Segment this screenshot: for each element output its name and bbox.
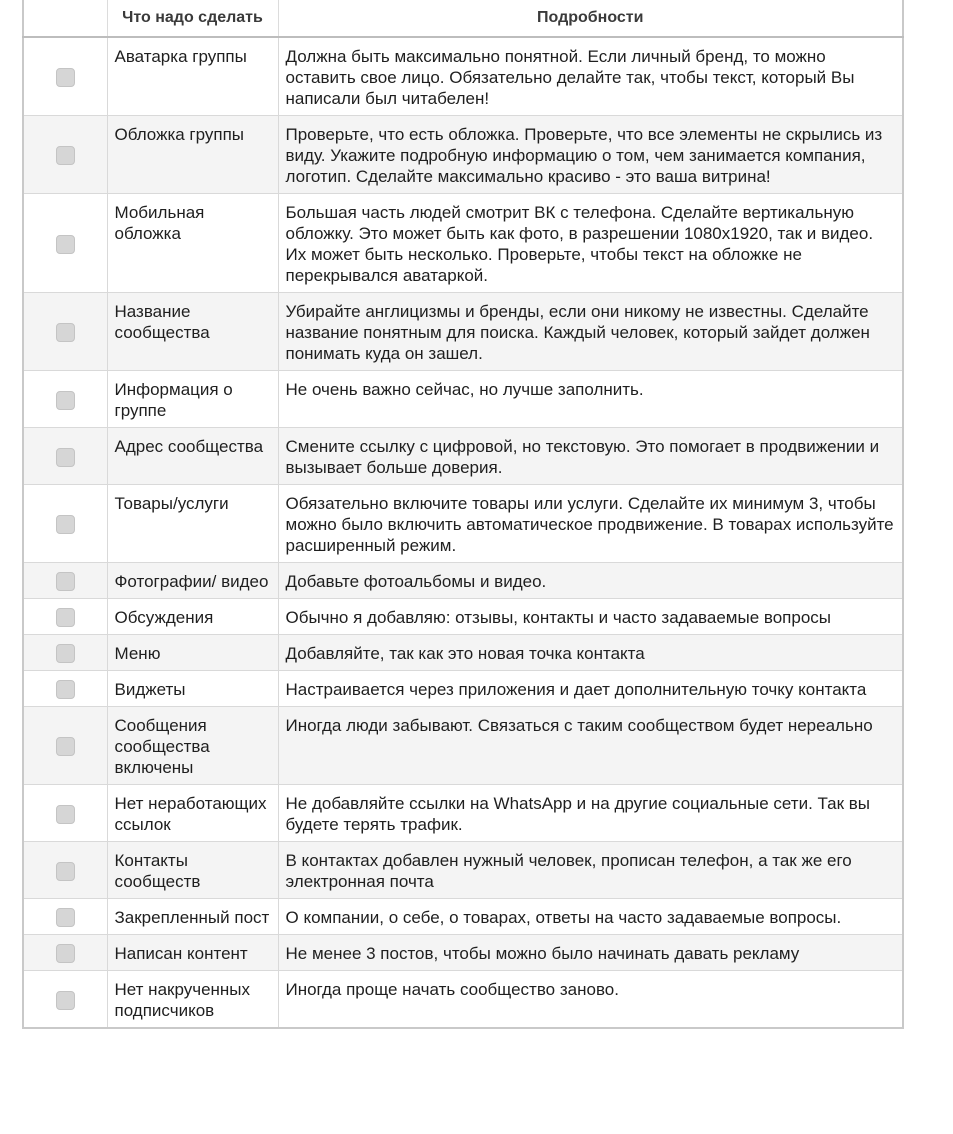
checkbox-cell: [23, 428, 107, 485]
task-cell: Контакты сообществ: [107, 842, 278, 899]
details-cell: Добавляйте, так как это новая точка контакта: [278, 635, 903, 671]
table-row: [23, 635, 903, 671]
checkbox-cell: [23, 935, 107, 971]
task-checkbox[interactable]: [56, 944, 75, 963]
details-cell: Добавьте фотоальбомы и видео.: [278, 563, 903, 599]
task-checkbox[interactable]: [56, 68, 75, 87]
details-cell: Обязательно включите товары или услуги. Сделайте их минимум 3, чтобы можно было включить автоматическое продвижение. В товарах используйте расширенный режим.: [278, 485, 903, 563]
table-row: [23, 971, 903, 1029]
details-cell: Проверьте, что есть обложка. Проверьте, что все элементы не скрылись из виду. Укажите подробную информацию о том, чем занимается компания, логотип. Сделайте максимально красиво - это ваша витрина!: [278, 116, 903, 194]
details-cell: Иногда люди забывают. Связаться с таким сообществом будет нереально: [278, 707, 903, 785]
task-cell: Фотографии/ видео: [107, 563, 278, 599]
table-row: [23, 37, 903, 116]
task-cell: Название сообщества: [107, 293, 278, 371]
details-cell: Обычно я добавляю: отзывы, контакты и часто задаваемые вопросы: [278, 599, 903, 635]
details-cell: Большая часть людей смотрит ВК с телефона. Сделайте вертикальную обложку. Это может быть как фото, в разрешении 1080х1920, так и видео. Их может быть несколько. Проверьте, чтобы текст на обложке не перекрывался аватаркой.: [278, 194, 903, 293]
details-cell: О компании, о себе, о товарах, ответы на часто задаваемые вопросы.: [278, 899, 903, 935]
table-row: [23, 671, 903, 707]
table-row: [23, 842, 903, 899]
table-header: [23, 0, 903, 37]
task-checkbox[interactable]: [56, 391, 75, 410]
task-checkbox[interactable]: [56, 323, 75, 342]
task-checkbox[interactable]: [56, 737, 75, 756]
header-details-column: Подробности: [278, 0, 903, 37]
checkbox-cell: [23, 899, 107, 935]
checklist-table: [22, 0, 904, 1029]
task-checkbox[interactable]: [56, 146, 75, 165]
details-cell: Иногда проще начать сообщество заново.: [278, 971, 903, 1029]
details-cell: Убирайте англицизмы и бренды, если они никому не известны. Сделайте название понятным для поиска. Каждый человек, который зайдет должен понимать куда он зашел.: [278, 293, 903, 371]
table-body: [23, 37, 903, 1028]
checkbox-cell: [23, 635, 107, 671]
task-checkbox[interactable]: [56, 644, 75, 663]
header-row: [23, 0, 903, 37]
task-checkbox[interactable]: [56, 862, 75, 881]
task-checkbox[interactable]: [56, 235, 75, 254]
task-cell: Виджеты: [107, 671, 278, 707]
details-cell: Настраивается через приложения и дает дополнительную точку контакта: [278, 671, 903, 707]
details-cell: Смените ссылку с цифровой, но текстовую. Это помогает в продвижении и вызывает больше доверия.: [278, 428, 903, 485]
task-cell: Написан контент: [107, 935, 278, 971]
task-cell: Нет неработающих ссылок: [107, 785, 278, 842]
task-checkbox[interactable]: [56, 908, 75, 927]
table-row: [23, 371, 903, 428]
task-cell: Товары/услуги: [107, 485, 278, 563]
task-cell: Нет накрученных подписчиков: [107, 971, 278, 1029]
checkbox-cell: [23, 194, 107, 293]
table-row: [23, 563, 903, 599]
checkbox-cell: [23, 599, 107, 635]
checkbox-cell: [23, 293, 107, 371]
checkbox-cell: [23, 971, 107, 1029]
checkbox-cell: [23, 671, 107, 707]
task-cell: Закрепленный пост: [107, 899, 278, 935]
table-row: [23, 899, 903, 935]
details-cell: Не добавляйте ссылки на WhatsApp и на другие социальные сети. Так вы будете терять трафик.: [278, 785, 903, 842]
task-checkbox[interactable]: [56, 805, 75, 824]
table-row: [23, 428, 903, 485]
checkbox-cell: [23, 37, 107, 116]
header-task-column: Что надо сделать: [107, 0, 278, 37]
table-row: [23, 293, 903, 371]
task-checkbox[interactable]: [56, 991, 75, 1010]
checklist-sheet: [22, 0, 902, 1029]
checkbox-cell: [23, 563, 107, 599]
table-row: [23, 599, 903, 635]
details-cell: В контактах добавлен нужный человек, прописан телефон, а так же его электронная почта: [278, 842, 903, 899]
task-checkbox[interactable]: [56, 515, 75, 534]
checkbox-cell: [23, 485, 107, 563]
table-row: [23, 707, 903, 785]
checkbox-cell: [23, 842, 107, 899]
task-cell: Обсуждения: [107, 599, 278, 635]
details-cell: Не очень важно сейчас, но лучше заполнить.: [278, 371, 903, 428]
table-row: [23, 485, 903, 563]
task-cell: Информация о группе: [107, 371, 278, 428]
task-cell: Обложка группы: [107, 116, 278, 194]
task-checkbox[interactable]: [56, 608, 75, 627]
checkbox-cell: [23, 785, 107, 842]
table-row: [23, 194, 903, 293]
table-row: [23, 116, 903, 194]
task-cell: Меню: [107, 635, 278, 671]
header-checkbox-column: [23, 0, 107, 37]
task-cell: Мобильная обложка: [107, 194, 278, 293]
task-checkbox[interactable]: [56, 448, 75, 467]
table-row: [23, 785, 903, 842]
task-checkbox[interactable]: [56, 572, 75, 591]
checkbox-cell: [23, 707, 107, 785]
details-cell: Не менее 3 постов, чтобы можно было начинать давать рекламу: [278, 935, 903, 971]
checkbox-cell: [23, 116, 107, 194]
task-checkbox[interactable]: [56, 680, 75, 699]
checkbox-cell: [23, 371, 107, 428]
task-cell: Сообщения сообщества включены: [107, 707, 278, 785]
table-row: [23, 935, 903, 971]
details-cell: Должна быть максимально понятной. Если личный бренд, то можно оставить свое лицо. Обязательно делайте так, чтобы текст, который Вы написали был читабелен!: [278, 37, 903, 116]
task-cell: Аватарка группы: [107, 37, 278, 116]
task-cell: Адрес сообщества: [107, 428, 278, 485]
